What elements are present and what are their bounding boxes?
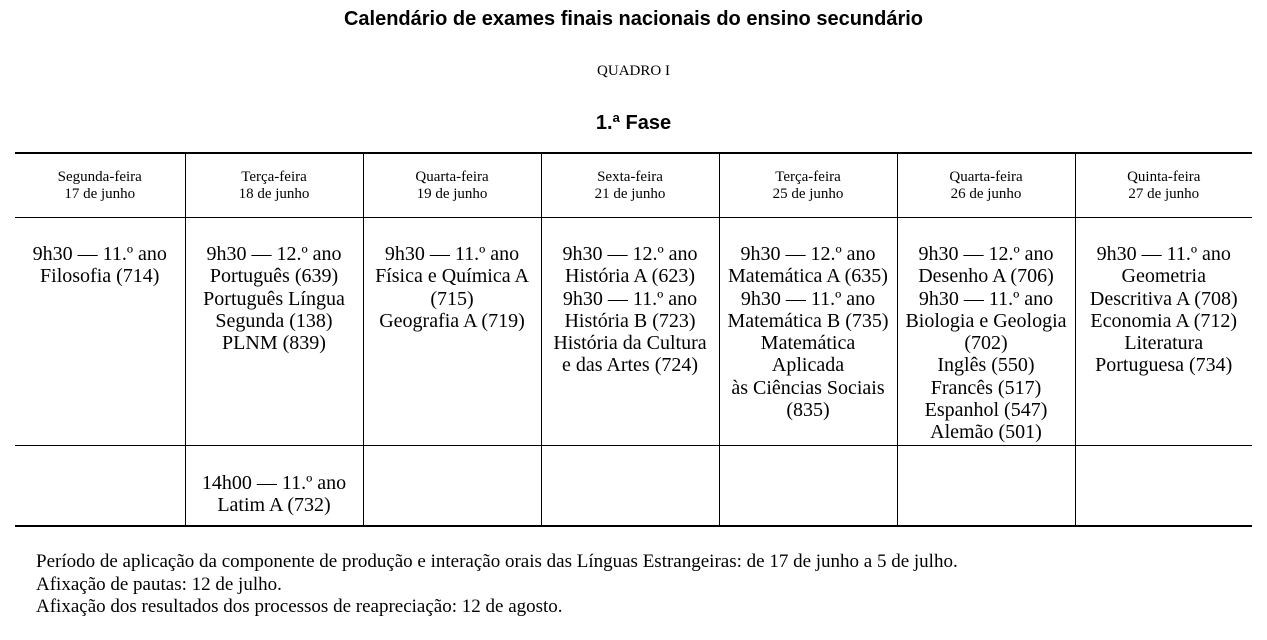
afternoon-row [15,446,1252,526]
exam-line: História A (623) [565,265,695,288]
exam-line: 14h00 — 11.º ano [201,472,347,494]
exam-cell [897,446,1075,526]
note-oral-exams-period: Período de aplicação da componente de produção e interação orais das Línguas Estrangeiras: de 17 de junho a 5 de julho. [36,551,958,572]
exam-cell [1075,446,1252,526]
exam-line: Desenho A (706) [918,265,1054,288]
exam-line: Filosofia (714) [40,265,160,288]
day-header [1075,153,1252,218]
header-row [15,153,1252,218]
date: 19 de junho [416,185,488,202]
exam-calendar-table [15,152,1252,527]
weekday: Terça-feira [775,168,841,185]
day-header [719,153,897,218]
exam-line: 9h30 — 11.º ano [384,243,520,265]
exam-line: Alemão (501) [930,421,1042,444]
weekday: Quarta-feira [415,168,489,185]
document-title: Calendário de exames finais nacionais do ensino secundário [343,8,924,30]
exam-line: Segunda (138) [215,309,333,332]
weekday: Terça-feira [241,168,307,185]
exam-line: 9h30 — 11.º ano [740,287,876,310]
exam-line: às Ciências Sociais [731,376,885,399]
table-caption: QUADRO I [597,63,670,79]
exam-line: Física e Química A [375,265,529,288]
day-header [185,153,363,218]
exam-cell [719,218,897,446]
day-header [541,153,719,218]
exam-line: 9h30 — 11.º ano [32,243,167,265]
weekday: Segunda-feira [57,168,142,185]
date: 25 de junho [772,185,844,202]
weekday: Quarta-feira [949,168,1023,185]
exam-cell [541,446,719,526]
day-header [363,153,541,218]
exam-cell [541,218,719,446]
exam-line: Latim A (732) [217,494,331,517]
day-header [897,153,1075,218]
date: 21 de junho [594,185,666,202]
morning-row [15,218,1252,446]
exam-cell [15,218,185,446]
exam-line: Português (639) [209,265,339,288]
exam-line: História da Cultura [553,332,707,355]
exam-line: 9h30 — 12.º ano [562,243,698,265]
weekday: Quinta-feira [1127,168,1201,185]
exam-line: (702) [964,332,1008,355]
exam-cell [719,446,897,526]
exam-line: História B (723) [564,309,696,332]
exam-cell [897,218,1075,446]
exam-line: Francês (517) [930,376,1042,399]
exam-cell [363,446,541,526]
exam-line: Matemática A (635) [728,265,888,288]
exam-line: Matemática [760,332,856,355]
day-header [15,153,185,218]
exam-line: Descritiva A (708) [1089,287,1238,310]
exam-line: e das Artes (724) [561,354,699,377]
exam-line: Literatura [1124,332,1204,355]
exam-line: Inglês (550) [937,354,1035,377]
exam-line: 9h30 — 12.º ano [206,243,342,265]
exam-line: Biologia e Geologia [905,309,1067,332]
exam-line: (835) [786,399,830,422]
exam-cell [1075,218,1252,446]
exam-line: Matemática B (735) [727,309,889,332]
exam-line: Aplicada [771,354,845,377]
date: 27 de junho [1128,185,1200,202]
phase-heading: 1.ª Fase [595,112,672,134]
exam-cell [185,218,363,446]
exam-line: 9h30 — 12.º ano [918,243,1054,265]
exam-line: Portuguesa (734) [1095,354,1233,377]
exam-line: Português Língua [203,287,345,310]
date: 26 de junho [950,185,1022,202]
exam-line: PLNM (839) [222,332,326,355]
exam-line: (715) [430,287,474,310]
exam-line: 9h30 — 12.º ano [740,243,876,265]
exam-line: Geometria [1121,265,1206,288]
date: 17 de junho [64,185,136,202]
exam-line: 9h30 — 11.º ano [1096,243,1231,265]
exam-cell [185,446,363,526]
exam-line: 9h30 — 11.º ano [918,287,1054,310]
weekday: Sexta-feira [597,168,663,185]
exam-cell [363,218,541,446]
date: 18 de junho [238,185,310,202]
exam-line: Geografia A (719) [379,309,525,332]
note-appeal-results: Afixação dos resultados dos processos de reapreciação: 12 de agosto. [36,596,563,617]
exam-line: 9h30 — 11.º ano [562,287,698,310]
exam-cell [15,446,185,526]
exam-line: Espanhol (547) [924,399,1048,422]
notes [36,551,958,619]
note-grades-posting: Afixação de pautas: 12 de julho. [36,573,282,595]
exam-line: Economia A (712) [1090,309,1238,332]
